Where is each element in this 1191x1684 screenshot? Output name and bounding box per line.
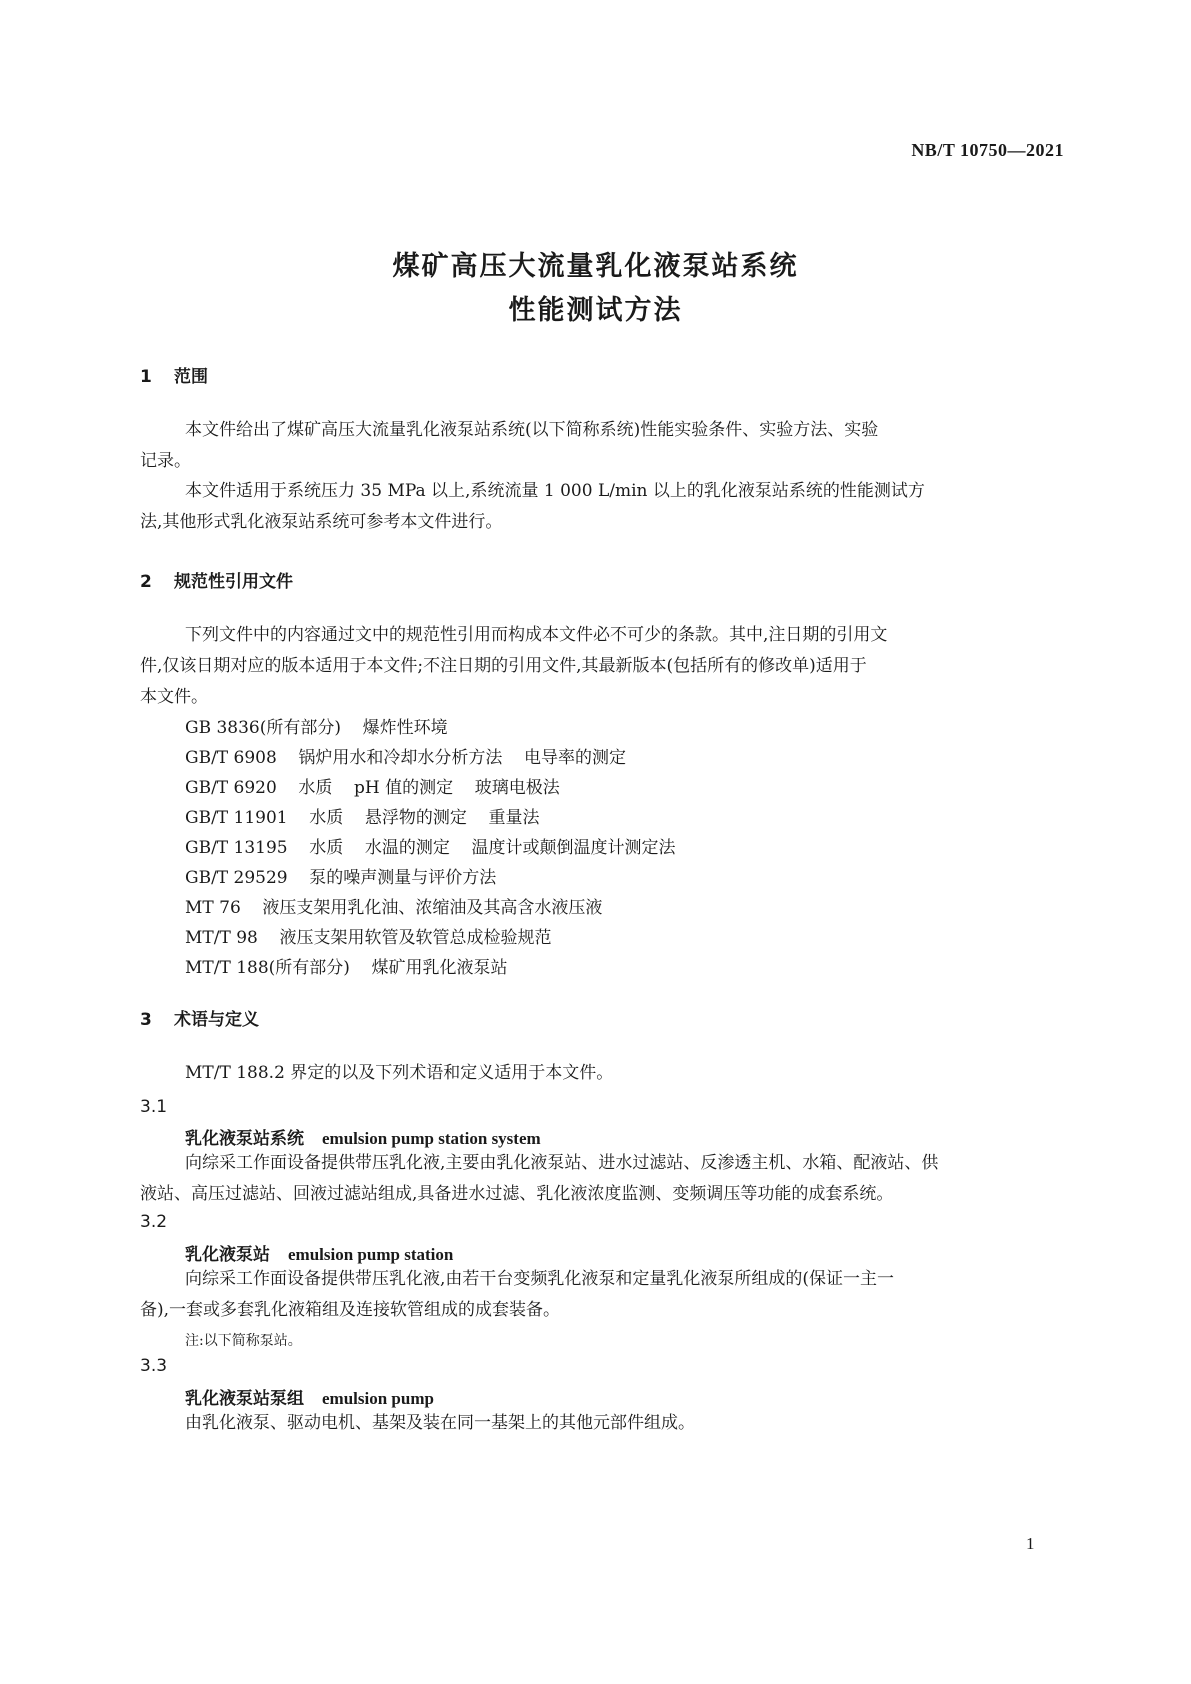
- reference-item: GB/T 29529 泵的噪声测量与评价方法: [185, 868, 497, 888]
- section-1-heading: [140, 362, 208, 387]
- reference-item: MT 76 液压支架用乳化油、浓缩油及其高含水液压液: [185, 898, 603, 918]
- paragraph-line: 本文件适用于系统压力 35 MPa 以上,系统流量 1 000 L/min 以上的乳化液泵站系统的性能测试方: [185, 481, 925, 501]
- paragraph-line: 件,仅该日期对应的版本适用于本文件;不注日期的引用文件,其最新版本(包括所有的修改单)适用于: [140, 656, 867, 676]
- page-number: 1: [1026, 1534, 1035, 1553]
- standard-code: NB/T 10750—2021: [911, 140, 1064, 160]
- section-title: 规范性引用文件: [174, 572, 293, 592]
- reference-item: GB/T 6908 锅炉用水和冷却水分析方法 电导率的测定: [185, 748, 627, 768]
- paragraph-line: 本文件。: [140, 687, 208, 707]
- paragraph-line: 向综采工作面设备提供带压乳化液,主要由乳化液泵站、进水过滤站、反渗透主机、水箱、配液站、供: [185, 1153, 939, 1173]
- section-title: 术语与定义: [174, 1010, 259, 1030]
- reference-item: GB/T 6920 水质 pH 值的测定 玻璃电极法: [185, 778, 560, 798]
- term-name-en: emulsion pump: [322, 1389, 434, 1408]
- paragraph-line: 向综采工作面设备提供带压乳化液,由若干台变频乳化液泵和定量乳化液泵所组成的(保证一主一: [185, 1269, 895, 1289]
- section-1-paragraph-1: [140, 415, 1064, 477]
- section-title: 范围: [174, 367, 208, 387]
- term-definition: [140, 1264, 1064, 1326]
- term-number: 3.3: [140, 1356, 168, 1376]
- document-title-line-2: 性能测试方法: [508, 295, 683, 326]
- term-definition: [140, 1148, 1064, 1210]
- term-name-en: emulsion pump station: [288, 1245, 454, 1264]
- term-name: [185, 1124, 541, 1149]
- section-2-paragraph: [140, 620, 1064, 713]
- paragraph-line: 由乳化液泵、驱动电机、基架及装在同一基架上的其他元部件组成。: [185, 1413, 695, 1433]
- term-name: [185, 1240, 453, 1265]
- section-number: 2: [140, 572, 152, 592]
- section-3-intro: [140, 1058, 1064, 1089]
- term-name-en: emulsion pump station system: [322, 1129, 541, 1148]
- term-name-cn: 乳化液泵站系统: [185, 1129, 304, 1149]
- term-name-cn: 乳化液泵站泵组: [185, 1389, 304, 1409]
- paragraph-line: 本文件给出了煤矿高压大流量乳化液泵站系统(以下简称系统)性能实验条件、实验方法、实验: [185, 420, 879, 440]
- section-1-paragraph-2: [140, 476, 1064, 538]
- paragraph-line: 法,其他形式乳化液泵站系统可参考本文件进行。: [140, 512, 503, 532]
- term-name: [185, 1384, 434, 1409]
- reference-item: MT/T 188(所有部分) 煤矿用乳化液泵站: [185, 958, 508, 978]
- reference-item: GB 3836(所有部分) 爆炸性环境: [185, 718, 448, 738]
- reference-item: GB/T 13195 水质 水温的测定 温度计或颠倒温度计测定法: [185, 838, 676, 858]
- section-number: 3: [140, 1010, 152, 1030]
- section-2-heading: [140, 567, 293, 592]
- term-number: 3.2: [140, 1212, 168, 1232]
- reference-item: MT/T 98 液压支架用软管及软管总成检验规范: [185, 928, 552, 948]
- section-3-heading: [140, 1005, 259, 1030]
- paragraph-line: 记录。: [140, 451, 191, 471]
- term-definition: [140, 1408, 1064, 1439]
- reference-item: GB/T 11901 水质 悬浮物的测定 重量法: [185, 808, 540, 828]
- paragraph-line: 备),一套或多套乳化液箱组及连接软管组成的成套装备。: [140, 1300, 561, 1320]
- paragraph-line: 液站、高压过滤站、回液过滤站组成,具备进水过滤、乳化液浓度监测、变频调压等功能的成套系统。: [140, 1184, 894, 1204]
- section-number: 1: [140, 367, 152, 387]
- term-name-cn: 乳化液泵站: [185, 1245, 270, 1265]
- term-note: 注:以下简称泵站。: [185, 1333, 302, 1349]
- document-title-line-1: 煤矿高压大流量乳化液泵站系统: [392, 251, 799, 282]
- paragraph-line: 下列文件中的内容通过文中的规范性引用而构成本文件必不可少的条款。其中,注日期的引用文: [185, 625, 888, 645]
- term-number: 3.1: [140, 1097, 168, 1117]
- paragraph-line: MT/T 188.2 界定的以及下列术语和定义适用于本文件。: [185, 1063, 614, 1083]
